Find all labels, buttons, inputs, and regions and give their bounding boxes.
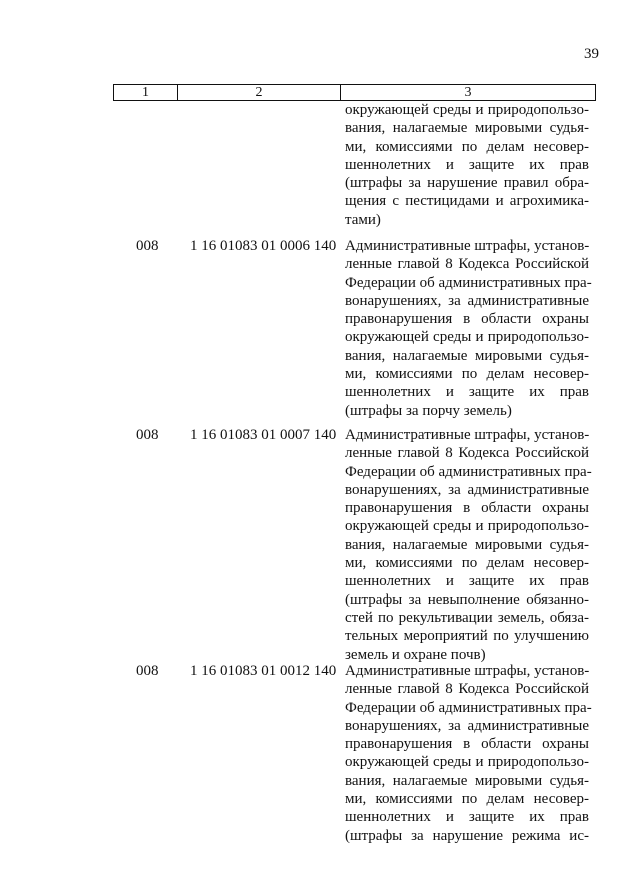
description-line: ленные главой 8 Кодекса Российской	[345, 445, 589, 462]
description-line: окружающей среды и природопользо-	[345, 329, 589, 346]
description-line: ми, комиссиями по делам несовер-	[345, 138, 589, 155]
description-line: тами)	[345, 211, 381, 228]
description-line: тельных мероприятий по улучшению	[345, 628, 589, 645]
description-line: шеннолетних и защите их прав	[345, 809, 589, 826]
description-line: ленные главой 8 Кодекса Российской	[345, 681, 589, 698]
description-line: вонарушениях, за административные	[345, 481, 589, 498]
row-description	[345, 426, 592, 664]
description-line: земель и охране почв)	[345, 646, 486, 663]
kbk-code: 1 16 01083 01 0012 140	[190, 663, 337, 679]
description-line: шеннолетних и защите их прав	[345, 156, 589, 173]
kbk-code: 1 16 01083 01 0007 140	[190, 427, 337, 443]
description-line: шеннолетних и защите их прав	[345, 573, 589, 590]
description-line: ми, комиссиями по делам несовер-	[345, 366, 589, 383]
column-header-1: 1	[114, 85, 178, 100]
page-number: 39	[584, 46, 599, 62]
admin-code: 008	[136, 427, 159, 443]
description-line: Федерации об административных пра-	[345, 463, 592, 480]
description-line: Административные штрафы, установ-	[345, 427, 590, 443]
row-description	[345, 237, 592, 420]
description-line: ми, комиссиями по делам несовер-	[345, 791, 589, 808]
admin-code: 008	[136, 663, 159, 679]
description-line: правонарушения в области охраны	[345, 500, 589, 517]
description-line: ленные главой 8 Кодекса Российской	[345, 256, 589, 273]
description-line: Административные штрафы, установ-	[345, 663, 590, 679]
description-line: (штрафы за нарушение правил обра-	[345, 175, 589, 192]
description-line: вания, налагаемые мировыми судья-	[345, 347, 589, 364]
column-header-2: 2	[178, 85, 341, 100]
description-line: щения с пестицидами и агрохимика-	[345, 193, 589, 210]
table-column-header	[113, 84, 596, 101]
admin-code: 008	[136, 238, 159, 254]
description-line: правонарушения в области охраны	[345, 736, 589, 753]
description-line: (штрафы за нарушение режима ис-	[345, 827, 589, 844]
description-line: (штрафы за невыполнение обязанно-	[345, 591, 589, 608]
description-line: окружающей среды и природопользо-	[345, 518, 589, 535]
description-line: Федерации об административных пра-	[345, 274, 592, 291]
continuation-description	[345, 101, 589, 229]
description-line: вания, налагаемые мировыми судья-	[345, 536, 589, 553]
description-line: стей по рекультивации земель, обяза-	[345, 609, 589, 626]
description-line: правонарушения в области охраны	[345, 311, 589, 328]
description-line: Административные штрафы, установ-	[345, 238, 590, 254]
description-line: шеннолетних и защите их прав	[345, 384, 589, 401]
kbk-code: 1 16 01083 01 0006 140	[190, 238, 337, 254]
description-line: ми, комиссиями по делам несовер-	[345, 555, 589, 572]
row-description	[345, 662, 592, 845]
description-line: окружающей среды и природопользо-	[345, 102, 589, 118]
description-line: вания, налагаемые мировыми судья-	[345, 772, 589, 789]
description-line: (штрафы за порчу земель)	[345, 402, 512, 419]
description-line: окружающей среды и природопользо-	[345, 754, 589, 771]
description-line: вонарушениях, за административные	[345, 292, 589, 309]
description-line: Федерации об административных пра-	[345, 699, 592, 716]
description-line: вания, налагаемые мировыми судья-	[345, 120, 589, 137]
description-line: вонарушениях, за административные	[345, 717, 589, 734]
column-header-3: 3	[464, 85, 472, 100]
